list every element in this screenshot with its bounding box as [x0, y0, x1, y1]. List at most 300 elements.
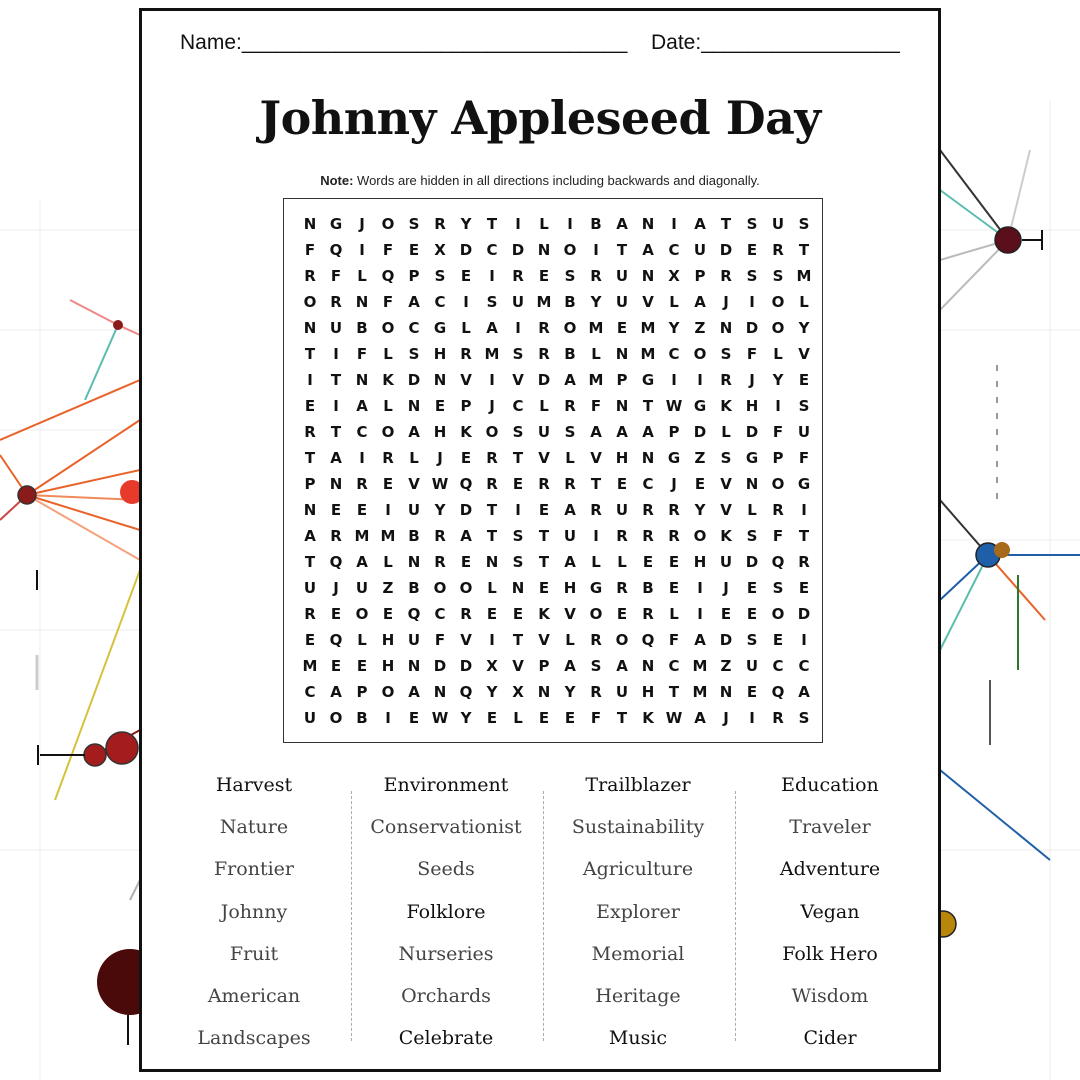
- grid-cell[interactable]: N: [615, 397, 629, 415]
- grid-cell[interactable]: O: [381, 423, 395, 441]
- grid-cell[interactable]: F: [356, 345, 368, 363]
- grid-cell[interactable]: E: [330, 657, 342, 675]
- grid-cell[interactable]: D: [459, 657, 473, 675]
- grid-cell[interactable]: I: [801, 501, 807, 519]
- grid-cell[interactable]: I: [359, 241, 365, 259]
- grid-cell[interactable]: O: [615, 631, 629, 649]
- grid-cell[interactable]: R: [772, 241, 784, 259]
- grid-cell[interactable]: E: [772, 631, 784, 649]
- grid-cell[interactable]: L: [669, 293, 679, 311]
- grid-cell[interactable]: M: [640, 319, 656, 337]
- grid-cell[interactable]: K: [720, 397, 732, 415]
- grid-cell[interactable]: V: [538, 631, 550, 649]
- grid-cell[interactable]: C: [304, 683, 316, 701]
- grid-cell[interactable]: I: [593, 241, 599, 259]
- grid-cell[interactable]: X: [512, 683, 524, 701]
- grid-cell[interactable]: C: [356, 423, 368, 441]
- grid-cell[interactable]: E: [356, 657, 368, 675]
- grid-cell[interactable]: O: [693, 527, 707, 545]
- grid-cell[interactable]: V: [798, 345, 810, 363]
- date-field[interactable]: [651, 31, 900, 55]
- grid-cell[interactable]: Y: [486, 683, 498, 701]
- grid-cell[interactable]: M: [536, 293, 552, 311]
- grid-cell[interactable]: I: [489, 631, 495, 649]
- grid-cell[interactable]: F: [590, 709, 602, 727]
- grid-cell[interactable]: E: [538, 267, 550, 285]
- grid-cell[interactable]: S: [798, 397, 810, 415]
- grid-cell[interactable]: V: [590, 449, 602, 467]
- grid-cell[interactable]: S: [434, 267, 446, 285]
- grid-cell[interactable]: S: [772, 579, 784, 597]
- grid-cell[interactable]: C: [486, 241, 498, 259]
- grid-cell[interactable]: N: [303, 215, 317, 233]
- grid-cell[interactable]: R: [720, 267, 732, 285]
- grid-cell[interactable]: R: [330, 293, 342, 311]
- grid-cell[interactable]: Z: [694, 319, 706, 337]
- grid-cell[interactable]: M: [354, 527, 370, 545]
- grid-cell[interactable]: S: [746, 267, 758, 285]
- grid-cell[interactable]: I: [515, 215, 521, 233]
- grid-cell[interactable]: M: [692, 683, 708, 701]
- grid-cell[interactable]: P: [538, 657, 550, 675]
- grid-cell[interactable]: V: [720, 501, 732, 519]
- grid-cell[interactable]: M: [692, 657, 708, 675]
- grid-cell[interactable]: U: [615, 683, 629, 701]
- grid-cell[interactable]: T: [668, 683, 680, 701]
- grid-cell[interactable]: E: [408, 241, 420, 259]
- grid-cell[interactable]: M: [588, 319, 604, 337]
- grid-cell[interactable]: I: [489, 371, 495, 389]
- grid-cell[interactable]: O: [563, 319, 577, 337]
- grid-cell[interactable]: O: [771, 605, 785, 623]
- grid-cell[interactable]: R: [798, 553, 810, 571]
- grid-cell[interactable]: J: [723, 709, 729, 727]
- grid-cell[interactable]: U: [771, 215, 785, 233]
- grid-cell[interactable]: I: [567, 215, 573, 233]
- grid-cell[interactable]: N: [355, 293, 369, 311]
- grid-cell[interactable]: V: [460, 371, 472, 389]
- grid-cell[interactable]: H: [381, 631, 395, 649]
- grid-cell[interactable]: B: [408, 527, 420, 545]
- grid-cell[interactable]: N: [485, 553, 499, 571]
- grid-cell[interactable]: R: [486, 475, 498, 493]
- grid-cell[interactable]: R: [434, 215, 446, 233]
- grid-cell[interactable]: R: [304, 605, 316, 623]
- grid-cell[interactable]: I: [749, 293, 755, 311]
- grid-cell[interactable]: U: [537, 423, 551, 441]
- grid-cell[interactable]: D: [719, 631, 733, 649]
- grid-cell[interactable]: P: [616, 371, 628, 389]
- grid-cell[interactable]: T: [486, 215, 498, 233]
- grid-cell[interactable]: R: [772, 709, 784, 727]
- grid-cell[interactable]: G: [745, 449, 759, 467]
- grid-cell[interactable]: V: [408, 475, 420, 493]
- grid-cell[interactable]: I: [515, 319, 521, 337]
- grid-cell[interactable]: L: [747, 501, 757, 519]
- grid-cell[interactable]: E: [512, 605, 524, 623]
- grid-cell[interactable]: C: [668, 345, 680, 363]
- grid-cell[interactable]: P: [460, 397, 472, 415]
- grid-cell[interactable]: N: [537, 683, 551, 701]
- grid-cell[interactable]: S: [746, 527, 758, 545]
- grid-cell[interactable]: O: [771, 293, 785, 311]
- grid-cell[interactable]: D: [797, 605, 811, 623]
- grid-cell[interactable]: D: [745, 553, 759, 571]
- grid-cell[interactable]: B: [564, 293, 576, 311]
- grid-cell[interactable]: L: [383, 553, 393, 571]
- grid-cell[interactable]: W: [665, 709, 683, 727]
- grid-cell[interactable]: I: [385, 709, 391, 727]
- grid-cell[interactable]: Y: [668, 319, 680, 337]
- grid-cell[interactable]: A: [564, 501, 576, 519]
- grid-cell[interactable]: H: [693, 553, 707, 571]
- grid-cell[interactable]: C: [434, 605, 446, 623]
- grid-cell[interactable]: I: [333, 345, 339, 363]
- grid-cell[interactable]: S: [512, 527, 524, 545]
- grid-cell[interactable]: G: [641, 371, 655, 389]
- grid-cell[interactable]: K: [720, 527, 732, 545]
- grid-cell[interactable]: A: [616, 657, 628, 675]
- grid-cell[interactable]: Y: [798, 319, 810, 337]
- grid-cell[interactable]: R: [590, 501, 602, 519]
- grid-cell[interactable]: Q: [771, 553, 785, 571]
- grid-cell[interactable]: W: [665, 397, 683, 415]
- grid-cell[interactable]: K: [382, 371, 394, 389]
- grid-cell[interactable]: F: [798, 449, 810, 467]
- grid-cell[interactable]: T: [304, 345, 316, 363]
- grid-cell[interactable]: Z: [720, 657, 732, 675]
- grid-cell[interactable]: O: [563, 241, 577, 259]
- grid-cell[interactable]: Y: [460, 709, 472, 727]
- grid-cell[interactable]: A: [694, 293, 706, 311]
- grid-cell[interactable]: U: [719, 553, 733, 571]
- grid-cell[interactable]: G: [693, 397, 707, 415]
- grid-cell[interactable]: I: [463, 293, 469, 311]
- grid-cell[interactable]: T: [486, 527, 498, 545]
- grid-cell[interactable]: L: [721, 423, 731, 441]
- grid-cell[interactable]: N: [641, 657, 655, 675]
- grid-cell[interactable]: L: [513, 709, 523, 727]
- grid-cell[interactable]: N: [641, 449, 655, 467]
- grid-cell[interactable]: D: [537, 371, 551, 389]
- grid-cell[interactable]: B: [408, 579, 420, 597]
- grid-cell[interactable]: P: [304, 475, 316, 493]
- grid-cell[interactable]: E: [668, 553, 680, 571]
- grid-cell[interactable]: I: [697, 371, 703, 389]
- grid-cell[interactable]: E: [382, 605, 394, 623]
- grid-cell[interactable]: D: [511, 241, 525, 259]
- grid-cell[interactable]: F: [434, 631, 446, 649]
- grid-cell[interactable]: H: [641, 683, 655, 701]
- grid-cell[interactable]: Q: [771, 683, 785, 701]
- grid-cell[interactable]: K: [538, 605, 550, 623]
- grid-cell[interactable]: U: [615, 293, 629, 311]
- grid-cell[interactable]: Y: [694, 501, 706, 519]
- grid-cell[interactable]: R: [616, 527, 628, 545]
- grid-cell[interactable]: I: [671, 371, 677, 389]
- grid-cell[interactable]: G: [797, 475, 811, 493]
- grid-cell[interactable]: C: [772, 657, 784, 675]
- grid-cell[interactable]: A: [616, 423, 628, 441]
- grid-cell[interactable]: N: [641, 267, 655, 285]
- grid-cell[interactable]: N: [407, 553, 421, 571]
- grid-cell[interactable]: S: [772, 267, 784, 285]
- grid-cell[interactable]: R: [382, 449, 394, 467]
- grid-cell[interactable]: F: [382, 293, 394, 311]
- grid-cell[interactable]: T: [590, 475, 602, 493]
- grid-cell[interactable]: E: [486, 605, 498, 623]
- grid-cell[interactable]: F: [772, 423, 784, 441]
- grid-cell[interactable]: G: [667, 449, 681, 467]
- grid-cell[interactable]: T: [616, 709, 628, 727]
- grid-cell[interactable]: N: [407, 397, 421, 415]
- grid-cell[interactable]: R: [564, 475, 576, 493]
- grid-cell[interactable]: A: [564, 553, 576, 571]
- grid-cell[interactable]: N: [745, 475, 759, 493]
- grid-cell[interactable]: H: [615, 449, 629, 467]
- grid-cell[interactable]: E: [304, 397, 316, 415]
- grid-cell[interactable]: V: [512, 371, 524, 389]
- grid-cell[interactable]: N: [433, 371, 447, 389]
- grid-cell[interactable]: O: [589, 605, 603, 623]
- grid-cell[interactable]: U: [615, 501, 629, 519]
- grid-cell[interactable]: L: [357, 631, 367, 649]
- grid-cell[interactable]: E: [512, 475, 524, 493]
- grid-cell[interactable]: E: [330, 501, 342, 519]
- grid-cell[interactable]: S: [408, 345, 420, 363]
- grid-cell[interactable]: H: [381, 657, 395, 675]
- grid-cell[interactable]: Y: [590, 293, 602, 311]
- grid-cell[interactable]: J: [723, 579, 729, 597]
- grid-cell[interactable]: I: [333, 397, 339, 415]
- grid-cell[interactable]: C: [668, 657, 680, 675]
- grid-cell[interactable]: M: [588, 371, 604, 389]
- grid-cell[interactable]: O: [485, 423, 499, 441]
- grid-cell[interactable]: S: [564, 423, 576, 441]
- grid-cell[interactable]: E: [746, 683, 758, 701]
- grid-cell[interactable]: R: [642, 527, 654, 545]
- grid-cell[interactable]: L: [461, 319, 471, 337]
- grid-cell[interactable]: E: [434, 397, 446, 415]
- grid-cell[interactable]: W: [431, 475, 449, 493]
- grid-cell[interactable]: V: [642, 293, 654, 311]
- grid-cell[interactable]: E: [668, 579, 680, 597]
- grid-cell[interactable]: U: [303, 709, 317, 727]
- grid-cell[interactable]: T: [798, 241, 810, 259]
- grid-cell[interactable]: A: [304, 527, 316, 545]
- grid-cell[interactable]: L: [617, 553, 627, 571]
- grid-cell[interactable]: R: [642, 501, 654, 519]
- name-field[interactable]: [180, 31, 627, 55]
- grid-cell[interactable]: I: [697, 605, 703, 623]
- grid-cell[interactable]: D: [459, 501, 473, 519]
- grid-cell[interactable]: T: [512, 631, 524, 649]
- grid-cell[interactable]: V: [538, 449, 550, 467]
- grid-cell[interactable]: L: [539, 215, 549, 233]
- grid-cell[interactable]: Y: [460, 215, 472, 233]
- grid-cell[interactable]: R: [330, 527, 342, 545]
- grid-cell[interactable]: B: [564, 345, 576, 363]
- grid-cell[interactable]: L: [591, 553, 601, 571]
- grid-cell[interactable]: E: [382, 475, 394, 493]
- grid-cell[interactable]: W: [431, 709, 449, 727]
- grid-cell[interactable]: N: [719, 319, 733, 337]
- grid-cell[interactable]: O: [381, 319, 395, 337]
- grid-cell[interactable]: B: [642, 579, 654, 597]
- grid-cell[interactable]: M: [380, 527, 396, 545]
- grid-cell[interactable]: K: [642, 709, 654, 727]
- grid-cell[interactable]: D: [433, 657, 447, 675]
- grid-cell[interactable]: A: [408, 683, 420, 701]
- grid-cell[interactable]: G: [433, 319, 447, 337]
- grid-cell[interactable]: I: [775, 397, 781, 415]
- grid-cell[interactable]: P: [694, 267, 706, 285]
- grid-cell[interactable]: C: [434, 293, 446, 311]
- grid-cell[interactable]: T: [720, 215, 732, 233]
- grid-cell[interactable]: T: [538, 527, 550, 545]
- grid-cell[interactable]: U: [563, 527, 577, 545]
- grid-cell[interactable]: T: [486, 501, 498, 519]
- grid-cell[interactable]: S: [512, 423, 524, 441]
- grid-cell[interactable]: U: [407, 631, 421, 649]
- grid-cell[interactable]: S: [564, 267, 576, 285]
- grid-cell[interactable]: R: [304, 423, 316, 441]
- grid-cell[interactable]: E: [408, 709, 420, 727]
- grid-cell[interactable]: R: [564, 397, 576, 415]
- grid-cell[interactable]: N: [433, 683, 447, 701]
- grid-cell[interactable]: F: [330, 267, 342, 285]
- grid-cell[interactable]: E: [330, 605, 342, 623]
- grid-cell[interactable]: T: [330, 371, 342, 389]
- grid-cell[interactable]: L: [383, 397, 393, 415]
- grid-cell[interactable]: G: [589, 579, 603, 597]
- grid-cell[interactable]: A: [460, 527, 472, 545]
- grid-cell[interactable]: U: [693, 241, 707, 259]
- grid-cell[interactable]: Y: [564, 683, 576, 701]
- grid-cell[interactable]: A: [564, 371, 576, 389]
- grid-cell[interactable]: L: [591, 345, 601, 363]
- grid-cell[interactable]: E: [798, 371, 810, 389]
- grid-cell[interactable]: E: [460, 267, 472, 285]
- grid-cell[interactable]: D: [459, 241, 473, 259]
- grid-cell[interactable]: A: [694, 709, 706, 727]
- grid-cell[interactable]: F: [304, 241, 316, 259]
- grid-cell[interactable]: E: [746, 605, 758, 623]
- grid-cell[interactable]: E: [798, 579, 810, 597]
- grid-cell[interactable]: A: [356, 553, 368, 571]
- grid-cell[interactable]: U: [615, 267, 629, 285]
- grid-cell[interactable]: R: [304, 267, 316, 285]
- grid-cell[interactable]: L: [565, 631, 575, 649]
- grid-cell[interactable]: T: [642, 397, 654, 415]
- grid-cell[interactable]: R: [616, 579, 628, 597]
- grid-cell[interactable]: L: [383, 345, 393, 363]
- grid-cell[interactable]: I: [801, 631, 807, 649]
- grid-cell[interactable]: O: [381, 215, 395, 233]
- grid-cell[interactable]: U: [745, 657, 759, 675]
- grid-cell[interactable]: L: [409, 449, 419, 467]
- grid-cell[interactable]: Y: [772, 371, 784, 389]
- grid-cell[interactable]: N: [329, 475, 343, 493]
- grid-cell[interactable]: O: [771, 319, 785, 337]
- grid-cell[interactable]: A: [590, 423, 602, 441]
- grid-cell[interactable]: R: [512, 267, 524, 285]
- grid-cell[interactable]: R: [538, 475, 550, 493]
- grid-cell[interactable]: A: [616, 215, 628, 233]
- grid-cell[interactable]: R: [642, 605, 654, 623]
- grid-cell[interactable]: P: [408, 267, 420, 285]
- grid-cell[interactable]: Z: [382, 579, 394, 597]
- grid-cell[interactable]: I: [697, 579, 703, 597]
- grid-cell[interactable]: O: [771, 475, 785, 493]
- grid-cell[interactable]: D: [693, 423, 707, 441]
- grid-cell[interactable]: T: [330, 423, 342, 441]
- grid-cell[interactable]: F: [382, 241, 394, 259]
- grid-cell[interactable]: R: [590, 267, 602, 285]
- grid-cell[interactable]: E: [538, 501, 550, 519]
- grid-cell[interactable]: N: [537, 241, 551, 259]
- grid-cell[interactable]: N: [615, 345, 629, 363]
- grid-cell[interactable]: M: [484, 345, 500, 363]
- grid-cell[interactable]: U: [303, 579, 317, 597]
- grid-cell[interactable]: B: [356, 319, 368, 337]
- grid-cell[interactable]: L: [357, 267, 367, 285]
- grid-cell[interactable]: L: [669, 605, 679, 623]
- grid-cell[interactable]: M: [640, 345, 656, 363]
- grid-cell[interactable]: A: [408, 423, 420, 441]
- grid-cell[interactable]: O: [355, 605, 369, 623]
- grid-cell[interactable]: O: [693, 345, 707, 363]
- grid-cell[interactable]: J: [489, 397, 495, 415]
- grid-cell[interactable]: R: [356, 475, 368, 493]
- grid-cell[interactable]: I: [749, 709, 755, 727]
- grid-cell[interactable]: E: [460, 449, 472, 467]
- grid-cell[interactable]: P: [772, 449, 784, 467]
- grid-cell[interactable]: O: [329, 709, 343, 727]
- grid-cell[interactable]: U: [355, 579, 369, 597]
- grid-cell[interactable]: H: [563, 579, 577, 597]
- grid-cell[interactable]: Q: [329, 241, 343, 259]
- grid-cell[interactable]: O: [381, 683, 395, 701]
- grid-cell[interactable]: H: [433, 423, 447, 441]
- grid-cell[interactable]: V: [720, 475, 732, 493]
- grid-cell[interactable]: T: [512, 449, 524, 467]
- grid-cell[interactable]: C: [668, 241, 680, 259]
- grid-cell[interactable]: N: [641, 215, 655, 233]
- grid-cell[interactable]: X: [486, 657, 498, 675]
- grid-cell[interactable]: L: [799, 293, 809, 311]
- grid-cell[interactable]: E: [538, 579, 550, 597]
- grid-cell[interactable]: Q: [459, 475, 473, 493]
- grid-cell[interactable]: E: [564, 709, 576, 727]
- grid-cell[interactable]: E: [486, 709, 498, 727]
- grid-cell[interactable]: P: [356, 683, 368, 701]
- grid-cell[interactable]: O: [433, 579, 447, 597]
- grid-cell[interactable]: P: [668, 423, 680, 441]
- grid-cell[interactable]: R: [434, 553, 446, 571]
- grid-cell[interactable]: R: [590, 631, 602, 649]
- grid-cell[interactable]: E: [460, 553, 472, 571]
- grid-cell[interactable]: A: [486, 319, 498, 337]
- grid-cell[interactable]: R: [434, 527, 446, 545]
- grid-cell[interactable]: J: [671, 475, 677, 493]
- grid-cell[interactable]: O: [459, 579, 473, 597]
- grid-cell[interactable]: E: [616, 475, 628, 493]
- grid-cell[interactable]: I: [593, 527, 599, 545]
- grid-cell[interactable]: L: [539, 397, 549, 415]
- grid-cell[interactable]: X: [434, 241, 446, 259]
- grid-cell[interactable]: R: [460, 345, 472, 363]
